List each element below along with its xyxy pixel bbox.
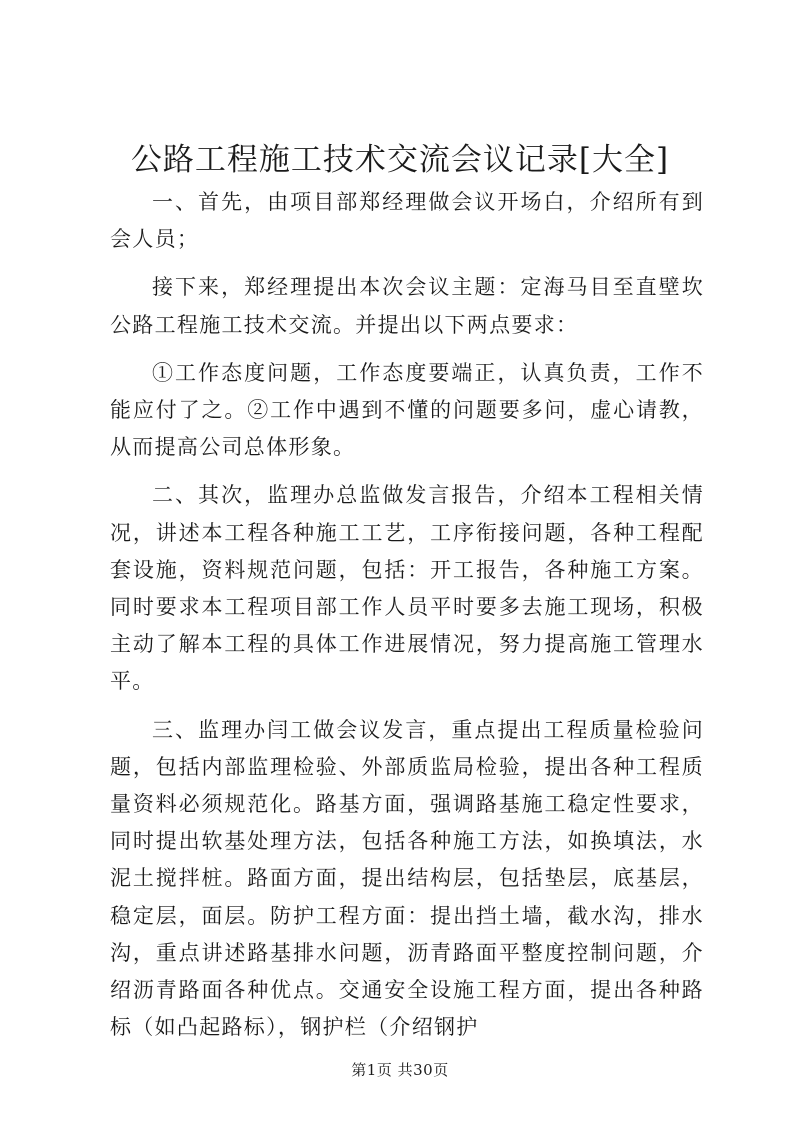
page-number-footer: 第1页 共30页 bbox=[351, 1061, 449, 1079]
document-body bbox=[110, 184, 704, 1057]
paragraph-requirements: ①工作态度问题，工作态度要端正，认真负责，工作不能应付了之。②工作中遇到不懂的问题要多问，虚心请教，从而提高公司总体形象。 bbox=[110, 360, 704, 460]
paragraph-opening: 一、首先，由项目部郑经理做会议开场白，介绍所有到会人员； bbox=[110, 190, 704, 252]
paragraph-meeting-theme: 接下来，郑经理提出本次会议主题：定海马目至直壁坎公路工程施工技术交流。并提出以下两点要求： bbox=[110, 275, 704, 337]
paragraph-quality-inspection: 三、监理办闫工做会议发言，重点提出工程质量检验问题，包括内部监理检验、外部质监局检验，提出各种工程质量资料必须规范化。路基方面，强调路基施工稳定性要求，同时提出软基处理方法，包括各种施工方法，如换填法，水泥土搅拌桩。路面方面，提出结构层，包括垫层，底基层，稳定层，面层。防护工程方面：提出挡土墙，截水沟，排水沟，重点讲述路基排水问题，沥青路面平整度控制问题，介绍沥青路面各种优点。交通安全设施工程方面，提出各种路标（如凸起路标），钢护栏（介绍钢护 bbox=[110, 717, 704, 1040]
paragraph-chief-supervisor-report: 二、其次，监理办总监做发言报告，介绍本工程相关情况，讲述本工程各种施工工艺，工序衔接问题，各种工程配套设施，资料规范问题，包括：开工报告，各种施工方案。同时要求本工程项目部工作人员平时要多去施工现场，积极主动了解本工程的具体工作进展情况，努力提高施工管理水平。 bbox=[110, 483, 704, 694]
document-title: 公路工程施工技术交流会议记录[大全] bbox=[130, 142, 670, 178]
